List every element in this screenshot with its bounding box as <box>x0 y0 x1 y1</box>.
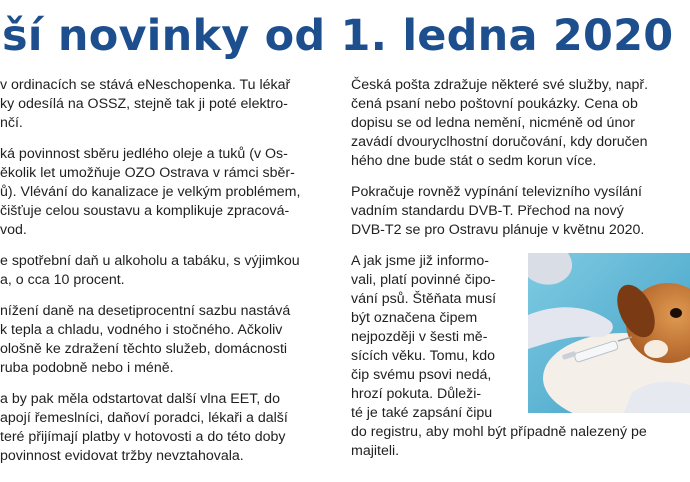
text-line: hrozí pokuta. Důleži- <box>351 386 482 402</box>
text-line: zavádí dvouryclhostní doručování, kdy doručen <box>351 134 648 150</box>
left-column <box>0 76 336 466</box>
text-line: do registru, aby mohl být případně nalezený pe <box>351 424 647 440</box>
text-line: a, o cca 10 procent. <box>0 272 125 288</box>
text-line: vod. <box>0 222 27 238</box>
puppy-vaccination-photo <box>528 253 690 413</box>
text-line: k tepla a chladu, vodného i stočného. Ačkoliv <box>0 322 283 338</box>
text-line: ká povinnost sběru jedlého oleje a tuků (v Os- <box>0 146 288 162</box>
paragraph-excise-tax <box>0 252 336 290</box>
text-line: čip svému psovi nedá, <box>351 367 492 383</box>
paragraph-dvb-t2 <box>351 183 690 240</box>
text-line: čišťuje celou soustavu a komplikuje zpracová- <box>0 203 290 219</box>
text-line: povinnost evidovat tržby nevztahovala. <box>0 448 244 464</box>
text-line: v ordinacích se stává eNeschopenka. Tu lékař <box>0 77 291 93</box>
text-line: být označena čipem <box>351 310 478 326</box>
text-line: DVB-T2 se pro Ostravu plánuje v květnu 2020. <box>351 222 645 238</box>
text-line: vadním standardu DVB-T. Přechod na nový <box>351 203 624 219</box>
text-line: Pokračuje rovněž vypínání televizního vysílání <box>351 184 642 200</box>
paragraph-oil-collection <box>0 145 336 240</box>
text-line: ruba podobně nebo i méně. <box>0 360 174 376</box>
text-line: vání psů. Štěňata musí <box>351 291 497 307</box>
text-line: dopisu se od ledna nemění, nicméně od únor <box>351 115 635 131</box>
text-line: nejpozději v šesti mě- <box>351 329 488 345</box>
text-line: e spotřební daň u alkoholu a tabáku, s výjimkou <box>0 253 300 269</box>
text-line: vali, platí povinné čipo- <box>351 272 496 288</box>
text-line: ky odesílá na OSSZ, stejně tak ji poté elektro- <box>0 96 288 112</box>
text-line: nčí. <box>0 115 23 131</box>
text-line: čená psaní nebo poštovní poukázky. Cena ob <box>351 96 638 112</box>
text-line: A jak jsme již informo- <box>351 253 489 269</box>
text-line: hého dne bude stát o sedm korun více. <box>351 153 597 169</box>
text-line: majiteli. <box>351 443 400 459</box>
paragraph-vat-reduction <box>0 302 336 378</box>
text-line: a by pak měla odstartovat další vlna EET, do <box>0 391 280 407</box>
text-line: teré přijímají platby v hotovosti a do této doby <box>0 429 286 445</box>
text-line: sících věku. Tomu, kdo <box>351 348 496 364</box>
text-line: ěkolik let umožňuje OZO Ostrava v rámci sběr- <box>0 165 295 181</box>
text-line: Česká pošta zdražuje některé své služby, např. <box>351 77 649 93</box>
text-line: ološně ke zdražení těchto služeb, domácnosti <box>0 341 288 357</box>
page-title: ší novinky od 1. ledna 2020 <box>2 11 674 61</box>
paragraph-czech-post <box>351 76 690 171</box>
text-line: té je také zapsání čipu <box>351 405 493 421</box>
text-line: apojí řemeslníci, daňoví poradci, lékaři a další <box>0 410 288 426</box>
paragraph-enehopenka <box>0 76 336 133</box>
paragraph-eet <box>0 390 336 466</box>
text-line: nížení daně na desetiprocentní sazbu nastává <box>0 303 291 319</box>
text-line: ů). Vlévání do kanalizace je velkým problémem, <box>0 184 301 200</box>
